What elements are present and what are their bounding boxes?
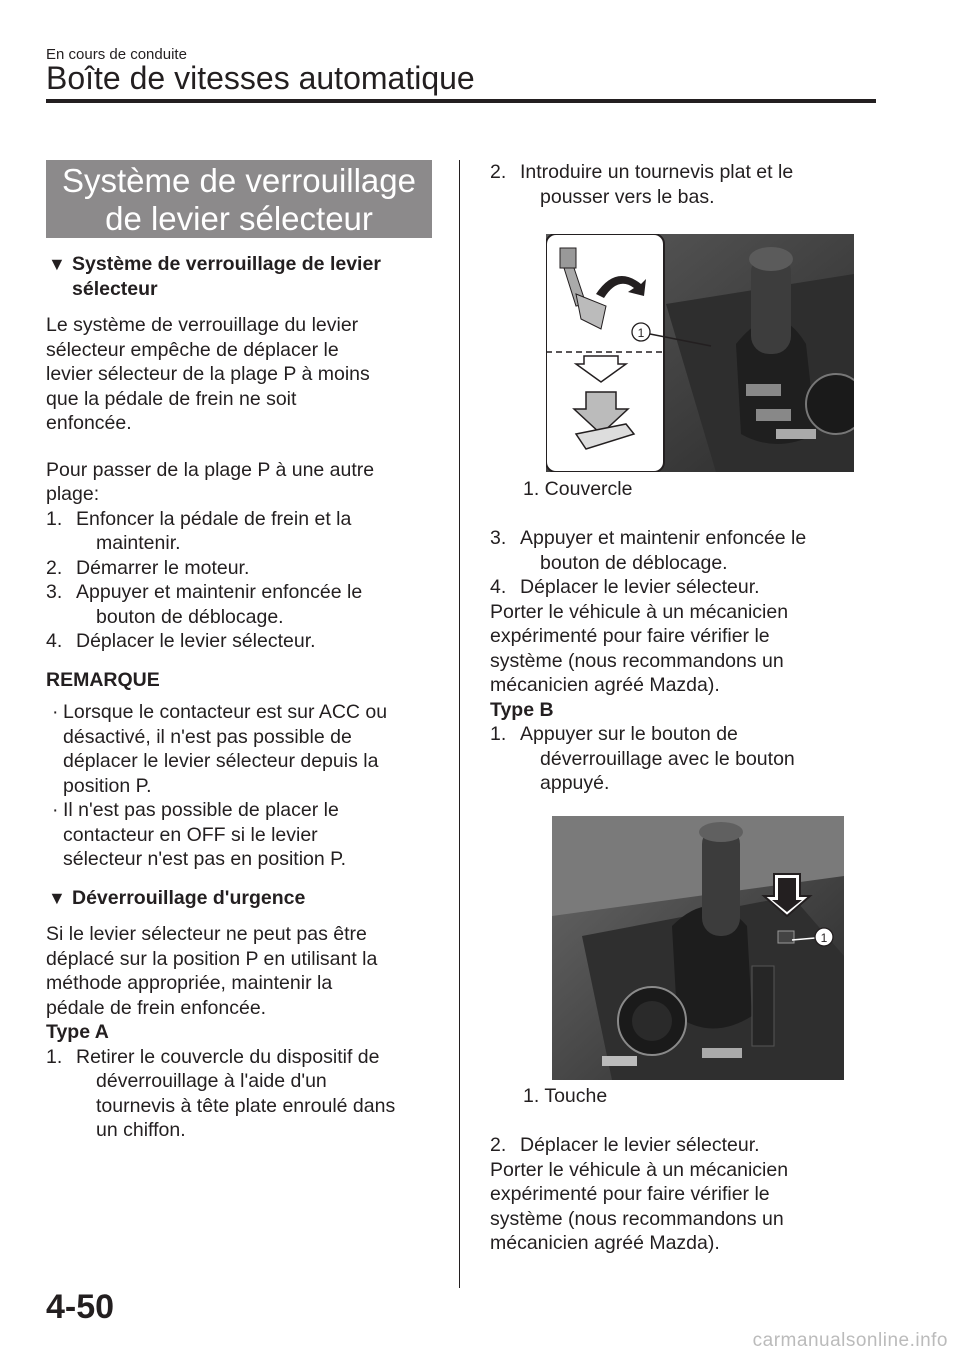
callout-number: 1 [637, 326, 645, 340]
text-line: levier sélecteur de la plage P à moins [46, 363, 370, 385]
note-item [46, 798, 441, 872]
text-line: que la pédale de frein ne soit [46, 387, 297, 410]
text-line: sélecteur empêche de déplacer le [46, 338, 339, 361]
step-number: 3. [46, 581, 63, 603]
banner-line-2: de levier sélecteur [105, 200, 373, 237]
text-line: plage: [46, 483, 100, 505]
text-line: Lorsque le contacteur est sur ACC ou [63, 701, 388, 723]
bullet-dot-icon: · [52, 701, 59, 723]
step-number: 1. [46, 1045, 63, 1068]
subheading-line: Déverrouillage d'urgence [72, 886, 306, 909]
text-line: Démarrer le moteur. [76, 556, 250, 579]
list-item [46, 507, 441, 556]
text-line: mécanicien agréé Mazda). [490, 674, 720, 696]
right-column-middle [490, 526, 890, 796]
step-number: 2. [490, 161, 507, 183]
text-line: Appuyer sur le bouton de [520, 723, 738, 745]
section-banner [46, 160, 432, 238]
step-number: 1. [46, 507, 63, 530]
watermark: carmanualsonline.info [752, 1330, 948, 1351]
subheading-line: Système de verrouillage de levier [72, 253, 381, 275]
list-item [46, 556, 441, 581]
header-rule [46, 99, 876, 103]
page-title: Boîte de vitesses automatique [46, 60, 475, 96]
console-cover-illustration [546, 234, 854, 472]
figure-caption: 1. Couvercle [523, 478, 633, 500]
step-number: 2. [46, 556, 63, 579]
text-line: expérimenté pour faire vérifier le [490, 1183, 770, 1205]
text-line: méthode appropriée, maintenir la [46, 972, 333, 994]
triangle-bullet-icon: ▼ [48, 254, 66, 274]
subheading-line: sélecteur [72, 277, 158, 300]
text-line: désactivé, il n'est pas possible de [63, 725, 352, 748]
paragraph [490, 600, 890, 698]
right-column-bottom [490, 1133, 890, 1256]
text-line: enfoncée. [46, 412, 132, 434]
text-line: Introduire un tournevis plat et le [520, 161, 794, 183]
text-line: expérimenté pour faire vérifier le [490, 625, 770, 647]
note-item [46, 700, 441, 798]
list-item [46, 629, 441, 654]
text-line: position P. [63, 774, 152, 797]
text-line: bouton de déblocage. [96, 605, 284, 628]
figure-release-button [552, 816, 844, 1080]
text-line: déplacer le levier sélecteur depuis la [63, 750, 379, 772]
text-line: bouton de déblocage. [540, 551, 728, 574]
text-line: mécanicien agréé Mazda). [490, 1232, 720, 1254]
text-line: Si le levier sélecteur ne peut pas être [46, 923, 367, 945]
paragraph [46, 922, 441, 1020]
left-column [46, 252, 441, 1143]
text-line: tournevis à tête plate enroulé dans [96, 1094, 396, 1117]
text-line: déverrouillage avec le bouton [540, 747, 795, 770]
text-line: Pour passer de la plage P à une autre [46, 458, 375, 481]
figure-caption: 1. Touche [523, 1085, 608, 1107]
text-line: Déplacer le levier sélecteur. [520, 576, 760, 598]
shifter-console-illustration [552, 816, 844, 1080]
text-line: Le système de verrouillage du levier [46, 314, 359, 336]
list-item [490, 1133, 890, 1158]
text-line: système (nous recommandons un [490, 649, 784, 672]
paragraph [46, 458, 441, 507]
type-a-label: Type A [46, 1021, 109, 1043]
text-line: déplacé sur la position P en utilisant la [46, 947, 378, 970]
text-line: Enfoncer la pédale de frein et la [76, 507, 352, 530]
text-line: Retirer le couvercle du dispositif de [76, 1045, 380, 1068]
text-line: Appuyer et maintenir enfoncée le [520, 527, 807, 549]
list-item [46, 580, 441, 629]
step-number: 4. [490, 576, 507, 598]
text-line: maintenir. [96, 532, 181, 554]
text-line: Appuyer et maintenir enfoncée le [76, 581, 363, 603]
text-line: sélecteur n'est pas en position P. [63, 848, 347, 870]
text-line: déverrouillage à l'aide d'un [96, 1070, 327, 1092]
bullet-dot-icon: · [52, 799, 59, 821]
subheading-emergency-release [46, 886, 441, 911]
text-line: Il n'est pas possible de placer le [63, 799, 339, 821]
paragraph [490, 1158, 890, 1256]
text-line: contacteur en OFF si le levier [63, 823, 318, 846]
list-item [490, 160, 890, 209]
step-number: 2. [490, 1134, 507, 1156]
text-line: pédale de frein enfoncée. [46, 996, 267, 1019]
step-number: 1. [490, 723, 507, 745]
list-item [490, 575, 890, 600]
text-line: Porter le véhicule à un mécanicien [490, 1158, 789, 1181]
column-divider [459, 160, 460, 1288]
list-item [490, 722, 890, 796]
list-item [46, 1045, 441, 1143]
text-line: Déplacer le levier sélecteur. [520, 1134, 760, 1156]
list-item [490, 526, 890, 575]
text-line: un chiffon. [96, 1119, 186, 1141]
text-line: Déplacer le levier sélecteur. [76, 630, 316, 652]
step-number: 4. [46, 630, 63, 652]
subheading-lock-system [46, 252, 441, 301]
type-b-label: Type B [490, 698, 554, 721]
text-line: Porter le véhicule à un mécanicien [490, 600, 789, 623]
paragraph [46, 313, 441, 436]
note-heading: REMARQUE [46, 668, 160, 691]
right-column-top [490, 160, 890, 209]
page-number: 4-50 [46, 1288, 115, 1326]
text-line: appuyé. [540, 772, 610, 794]
text-line: système (nous recommandons un [490, 1207, 784, 1230]
callout-number: 1 [820, 931, 828, 945]
text-line: pousser vers le bas. [540, 185, 715, 208]
step-number: 3. [490, 527, 507, 549]
triangle-bullet-icon: ▼ [48, 887, 66, 908]
figure-cover-removal [546, 234, 854, 472]
section-label: En cours de conduite [46, 46, 187, 63]
banner-line-1: Système de verrouillage [61, 162, 416, 199]
